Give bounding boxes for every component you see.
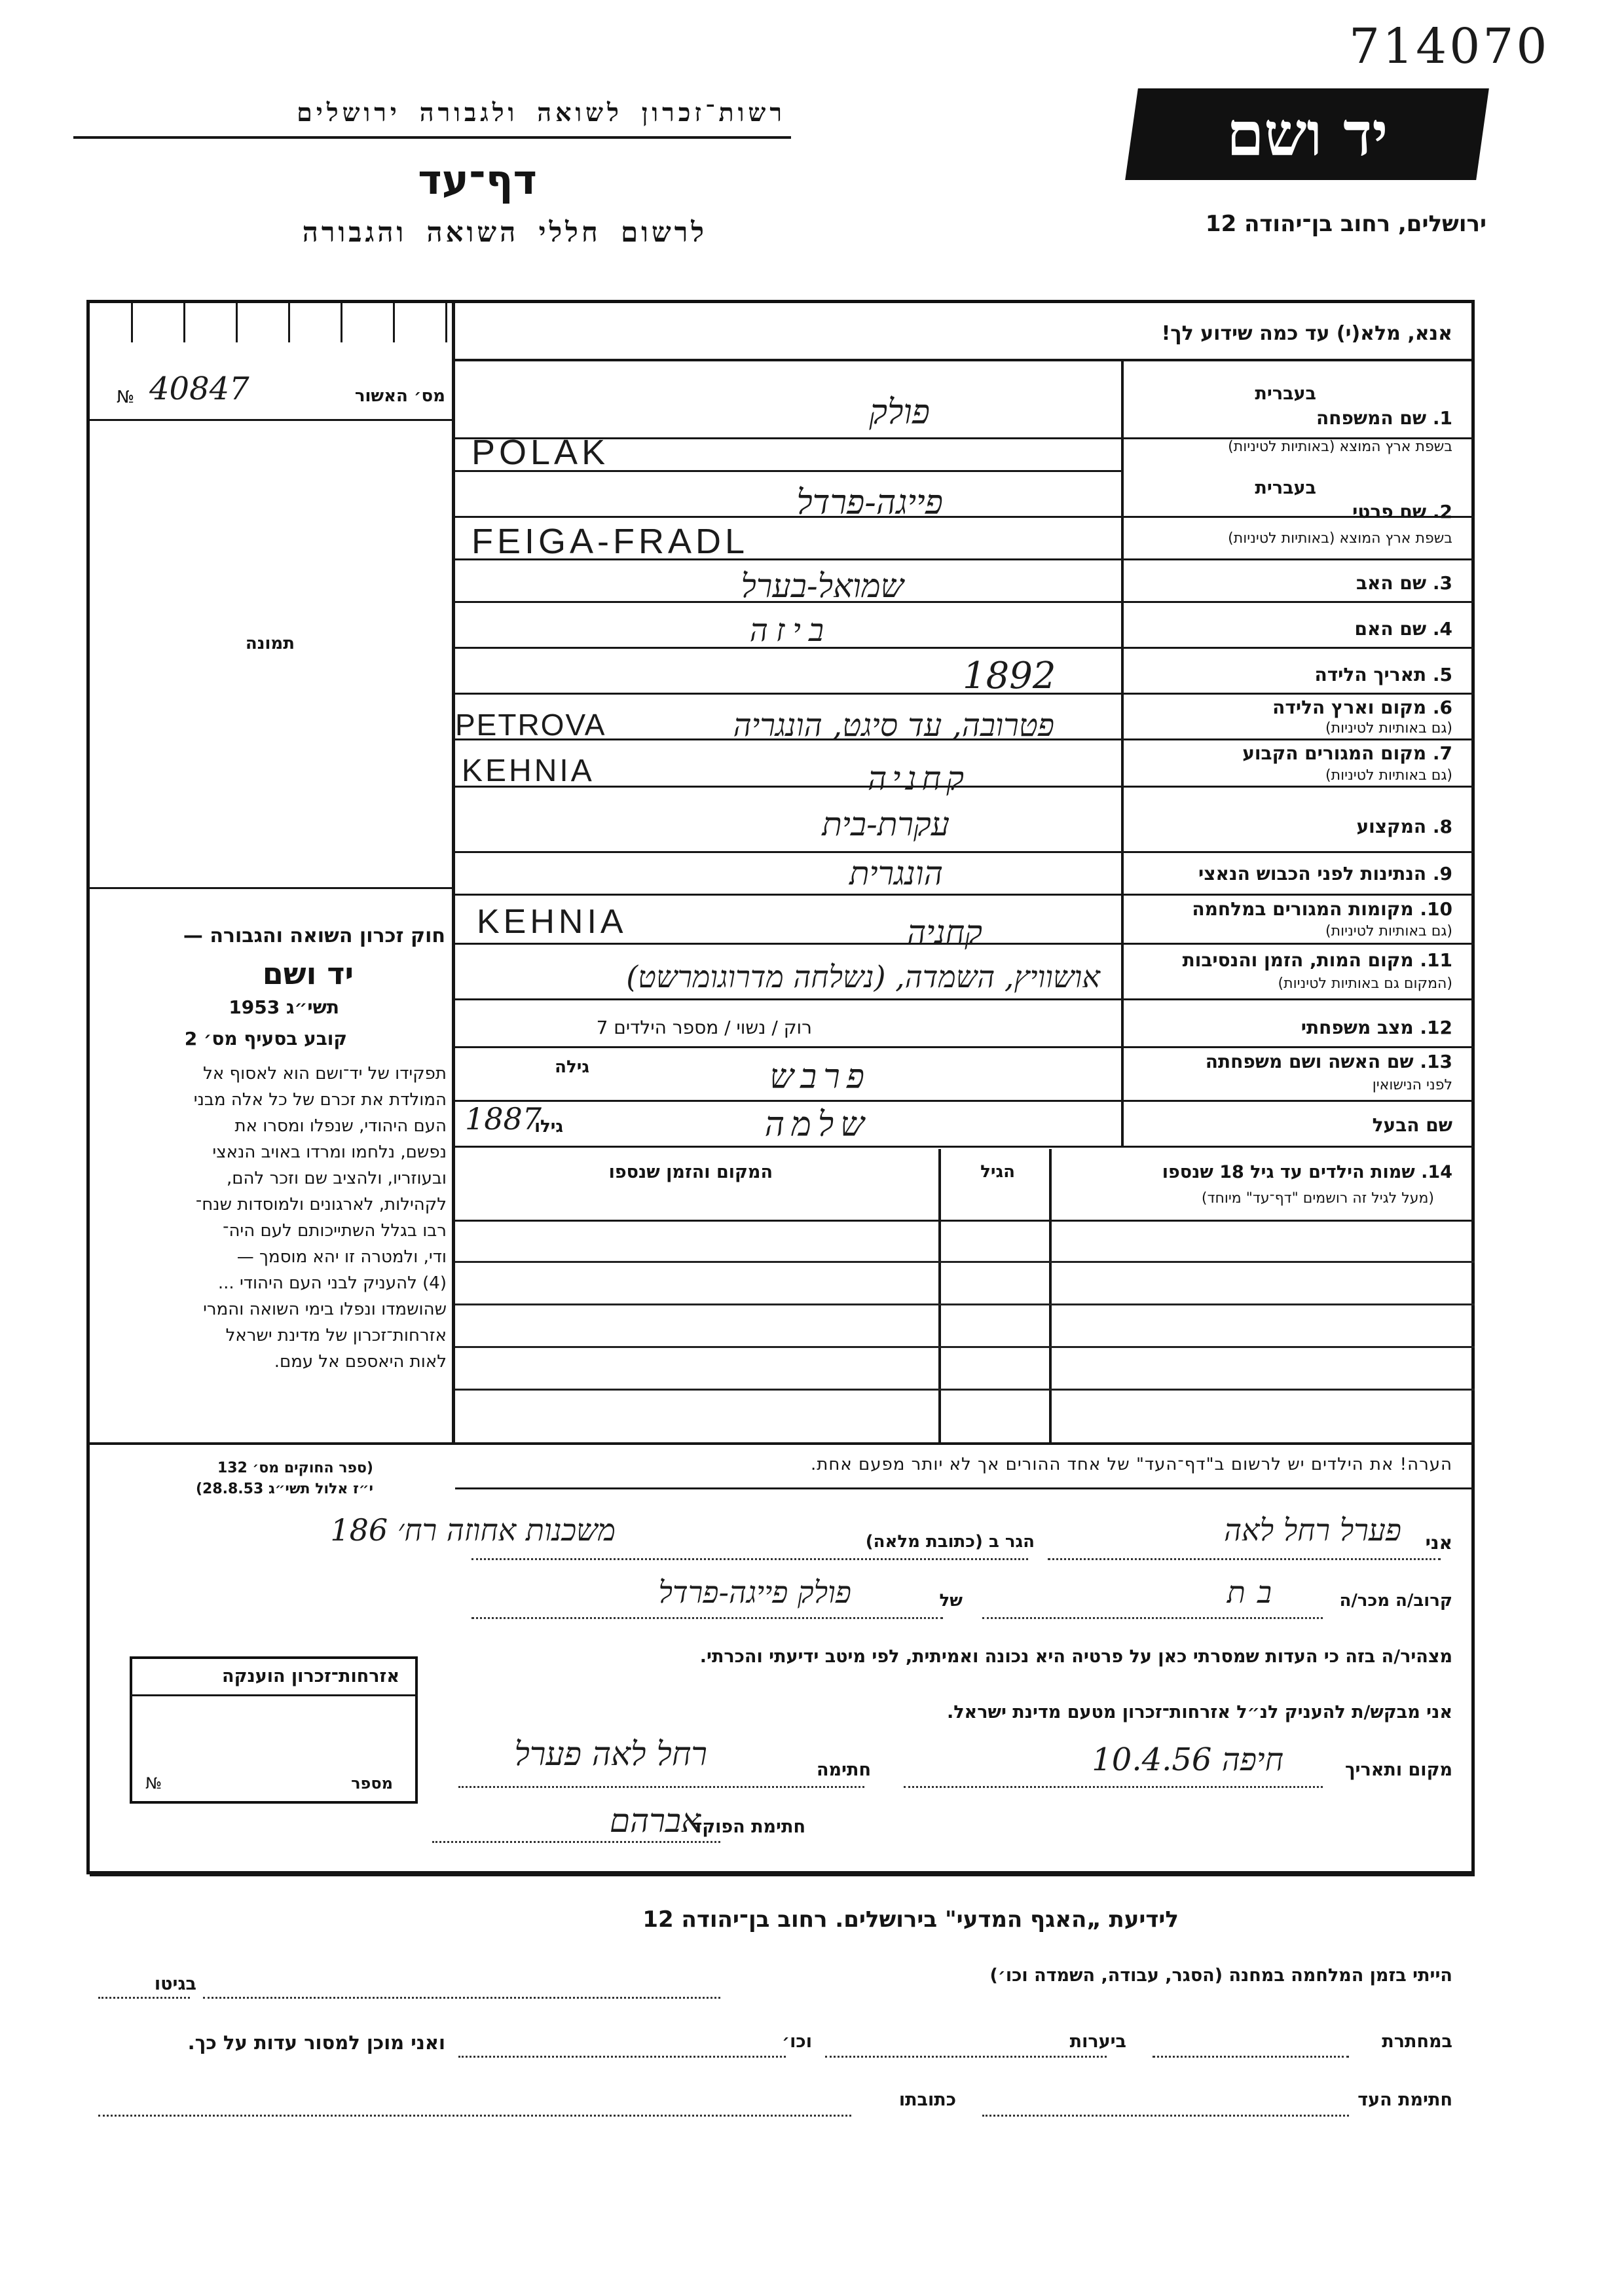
bottom-address: כתובתו [898,2090,956,2110]
law-body-line: נפשם, נלחמו ומרדו באויב הנאצי [212,1142,447,1162]
decl-ani-dots [1048,1558,1441,1560]
field-5-value: 1892 [963,655,1056,697]
field-6-latin-value: PETROVA [455,708,606,742]
field-5-label: 5. תאריך הלידה [1314,664,1452,685]
label-column-divider [1121,361,1124,1146]
bottom-underground-dots [1153,2056,1349,2058]
form-title: דף־עד [418,156,537,204]
children-header-names: 14. שמות הילדים עד גיל 18 שנספו [1162,1162,1452,1182]
yad-vashem-logo [1125,88,1489,180]
decl-relation-dots [982,1617,1323,1619]
bottom-witness-sig-dots [982,2115,1349,2117]
row-line-8 [455,851,1475,853]
field-10-latin-value: KEHNIA [477,903,627,941]
husband-value: שלמה [764,1105,871,1144]
law-section: קובע בסעיף מס׳ 2 [184,1028,347,1049]
law-body-line: לקהילות, לארגונים ולמוסדות שנח־ [195,1195,447,1214]
bottom-divider [90,1872,1475,1876]
decl-signature-value: רחל לאה פערל [514,1735,707,1773]
field-10-label: 10. מקומות המגורים במלחמה [1192,898,1452,920]
decl-signature-label: חתימה [816,1760,871,1780]
bottom-forests: ביערות [1069,2032,1126,2052]
decl-ani-label: אני [1425,1532,1452,1554]
law-body-line: לאות היאספם אל עמם. [274,1352,447,1372]
law-body-line: העם היהודי, שנפלו ומסרו את [234,1116,447,1136]
row-line-14 [455,1146,1475,1148]
field-4-label: 4. שם האם [1354,618,1452,640]
bottom-etc-dots [458,2056,786,2058]
archive-number: 714070 [1349,18,1550,75]
authority-line: רשות־זכרון לשואה ולגבורה ירושלים [297,98,786,127]
law-year: תשי״ג 1953 [229,996,339,1018]
decl-address-dots [471,1558,1028,1560]
field-13-sub: לפני הנישואין [1372,1077,1452,1093]
decl-relation-value: בת [1227,1575,1283,1610]
field-2-label: 2. שם פרטי [1352,501,1452,522]
address: ירושלים, רחוב בן־יהודה 12 [1205,211,1486,237]
citizenship-box-header-line [130,1694,418,1696]
decl-place-date-label: מקום ותאריך [1344,1760,1452,1780]
field-8-value: עקרת-בית [822,805,950,843]
citizenship-box-title: אזרחות־זכרון הוענקה [222,1666,399,1686]
row-line-13 [455,1100,1475,1102]
field-1-he-value: פולק [869,393,930,432]
law-body-line: ובעוזריו, ולהציב שם וזכר להם, [227,1169,447,1188]
remark: הערה! את הילדים יש לרשום ב"דף־העד" של אחד ההורים אך לא יותר מפעם אחת. [810,1455,1452,1474]
row-line-12 [455,1046,1475,1048]
field-13-value: פרבש [769,1057,871,1097]
law-body-line: שהושמדו ונפלו בימי השואה והמרי [203,1300,447,1319]
field-1-sub: בשפת ארץ המוצא (באותיות לטיניות) [1228,439,1452,455]
field-2-latin-value: FEIGA-FRADL [471,522,749,561]
children-bottom-line [90,1442,1475,1445]
field-11-value: אושוויץ, השמדה, (נשלחה מדרוגומרשט) [626,959,1100,994]
field-6-label: 6. מקום וארץ הלידה [1272,697,1452,718]
decl-ani-value: פערל רחל לאה [1224,1512,1401,1548]
children-header-age: הגיל [980,1162,1015,1182]
logo-text: יד ושם [1226,99,1388,170]
decl-address-value: משכנות אחוזה רח׳ 186 [330,1512,616,1548]
decl-place-date-dots [904,1786,1323,1788]
decl-of-value: פולק פייגה-פרדל [658,1575,851,1610]
field-12-value: רוק / נשוי / מספר הילדים 7 [596,1017,812,1038]
law-body-line: המולדת את זכרם של כל אלה מבני [193,1090,447,1110]
bottom-witness-sig: חתימת העד [1357,2090,1452,2110]
remark-line [455,1487,1475,1489]
bottom-underground: במחתרת [1382,2032,1452,2052]
decl-truth: מצהיר/ה בזה כי העדות שמסרתי כאן על פרטיה היא נכונה ואמיתית, לפי מיטב ידיעתי והכרתי. [699,1647,1452,1667]
intro-text: אנא, מלא(י) עד כמה שידוע לך! [1161,322,1452,345]
cert-number-prefix: № [117,388,135,407]
law-body-line: ודי, ולמטרה זו יהא מוסמך — [236,1247,447,1267]
field-7-label: 7. מקום המגורים הקבוע [1242,742,1452,764]
field-13-age-label: גילה [555,1057,589,1077]
row-line-3 [455,601,1475,603]
field-3-value: שמואל-בערל [741,567,904,605]
law-line1: חוק זכרון השואה והגבורה — [183,924,445,947]
cert-number-label: מס׳ האשור [354,386,445,406]
law-ref1: (ספר החוקים מס׳ 132 [217,1460,373,1476]
field-12-label: 12. מצב משפחתי [1301,1017,1452,1038]
decl-signature-dots [458,1786,864,1788]
law-body-line: תפקידו של יד־ושם הוא לאסוף אל [203,1064,447,1084]
field-11-sub: (המקום גם באותיות לטיניות) [1278,975,1452,992]
cert-divider [90,419,452,421]
bottom-address-dots [98,2115,851,2117]
row-line-11 [455,998,1475,1000]
field-6-value: פטרובה, עד סיגט, הונגריה [733,707,1054,744]
decl-relative-label: קרוב/ה מכר/ה [1339,1591,1452,1611]
row-line-2 [455,516,1475,518]
bottom-camp-dots [203,1997,720,1999]
decl-request: אני מבקש/ת להעניק לנ״ל אזרחות־זכרון מטעם מדינת ישראל. [946,1702,1452,1722]
field-7-latin-value: KEHNIA [462,754,595,788]
law-ref2: י״ז אלול תשי״ג 28.8.53) [195,1481,373,1497]
decl-place-date-value: חיפה 10.4.56 [1092,1741,1283,1778]
children-rows [455,1222,1475,1444]
decl-of-label: של [939,1591,963,1611]
bottom-ready: ואני מוכן למסור עדות על כך. [187,2032,445,2054]
husband-age-label: גילו [534,1117,563,1137]
bottom-etc: וכו׳ [782,2032,812,2052]
field-11-label: 11. מקום המות, הזמן והנסיבות [1182,949,1452,971]
field-9-value: הונגרית [849,854,943,892]
law-body-line: רבו בגלל השתייכותם לעם היה־ [223,1221,447,1241]
bottom-title: לידיעת „האגף המדעי" בירושלים. רחוב בן־יהודה 12 [642,1906,1179,1933]
citizenship-box-number-label: מספר [351,1774,393,1793]
field-1-latin-value: POLAK [471,433,610,472]
row-line-9 [455,894,1475,896]
law-body [98,1061,447,1375]
decl-official-label: חתימת הפוקד [692,1817,805,1837]
authority-underline [73,136,791,139]
field-9-label: 9. הנתינות לפני הכבוש הנאצי [1198,863,1452,884]
law-body-line: אזרחות־זכרון של מדינת ישראל [225,1326,447,1345]
field-10-value: קחניה [906,913,982,951]
field-2-lang: בעברית [1255,478,1316,498]
photo-label: תמונה [245,634,295,653]
citizenship-box-number-prefix: № [145,1774,162,1793]
bottom-forests-dots [825,2056,1107,2058]
bottom-line1: הייתי בזמן המלחמה במחנה (הסגר, עבודה, השמדה וכו׳) [989,1965,1452,1986]
field-2-sub: בשפת ארץ המוצא (באותיות לטיניות) [1228,530,1452,547]
law-body-line: (4) להעניק לבני העם היהודי ... [217,1273,447,1293]
photo-divider [90,887,452,889]
field-13-label: 13. שם האשה ושם משפחתה [1205,1051,1452,1072]
top-ticks [92,303,1139,355]
cert-number: 40847 [149,371,249,407]
decl-of-dots [471,1617,943,1619]
decl-official-dots [432,1841,720,1843]
field-1-label: 1. שם המשפחה [1316,407,1452,429]
field-6-sub: (גם באותיות לטיניות) [1325,720,1452,737]
bottom-ghetto-dots [98,1997,190,1999]
law-title: יד ושם [262,956,354,991]
field-8-label: 8. המקצוע [1356,816,1452,837]
field-7-value: קחניה [867,759,969,797]
field-10-sub: (גם באותיות לטיניות) [1325,923,1452,939]
row-line-4 [455,647,1475,649]
field-3-label: 3. שם האב [1356,572,1452,594]
children-header-note: (מעל לגיל זה רושמים "דף־עד" מיוחד) [1201,1190,1434,1207]
children-header-place: המקום והזמן שנספו [608,1162,773,1182]
field-7-sub: (גם באותיות לטיניות) [1325,767,1452,784]
form-subtitle: לרשום חללי השואה והגבורה [302,216,707,248]
bottom-ghetto: בגיטו [154,1974,196,1994]
decl-official-value: אברהם [609,1802,701,1840]
decl-dwelling-label: הגר ב (כתובת מלאה) [865,1532,1035,1552]
field-1-lang: בעברית [1255,384,1316,404]
husband-age-value: 1887 [465,1101,542,1137]
field-2-he-value: פייגה-פרדל [796,483,943,522]
husband-label: שם הבעל [1372,1114,1452,1136]
field-4-value: ביזה [749,612,832,649]
intro-underline [455,359,1471,361]
